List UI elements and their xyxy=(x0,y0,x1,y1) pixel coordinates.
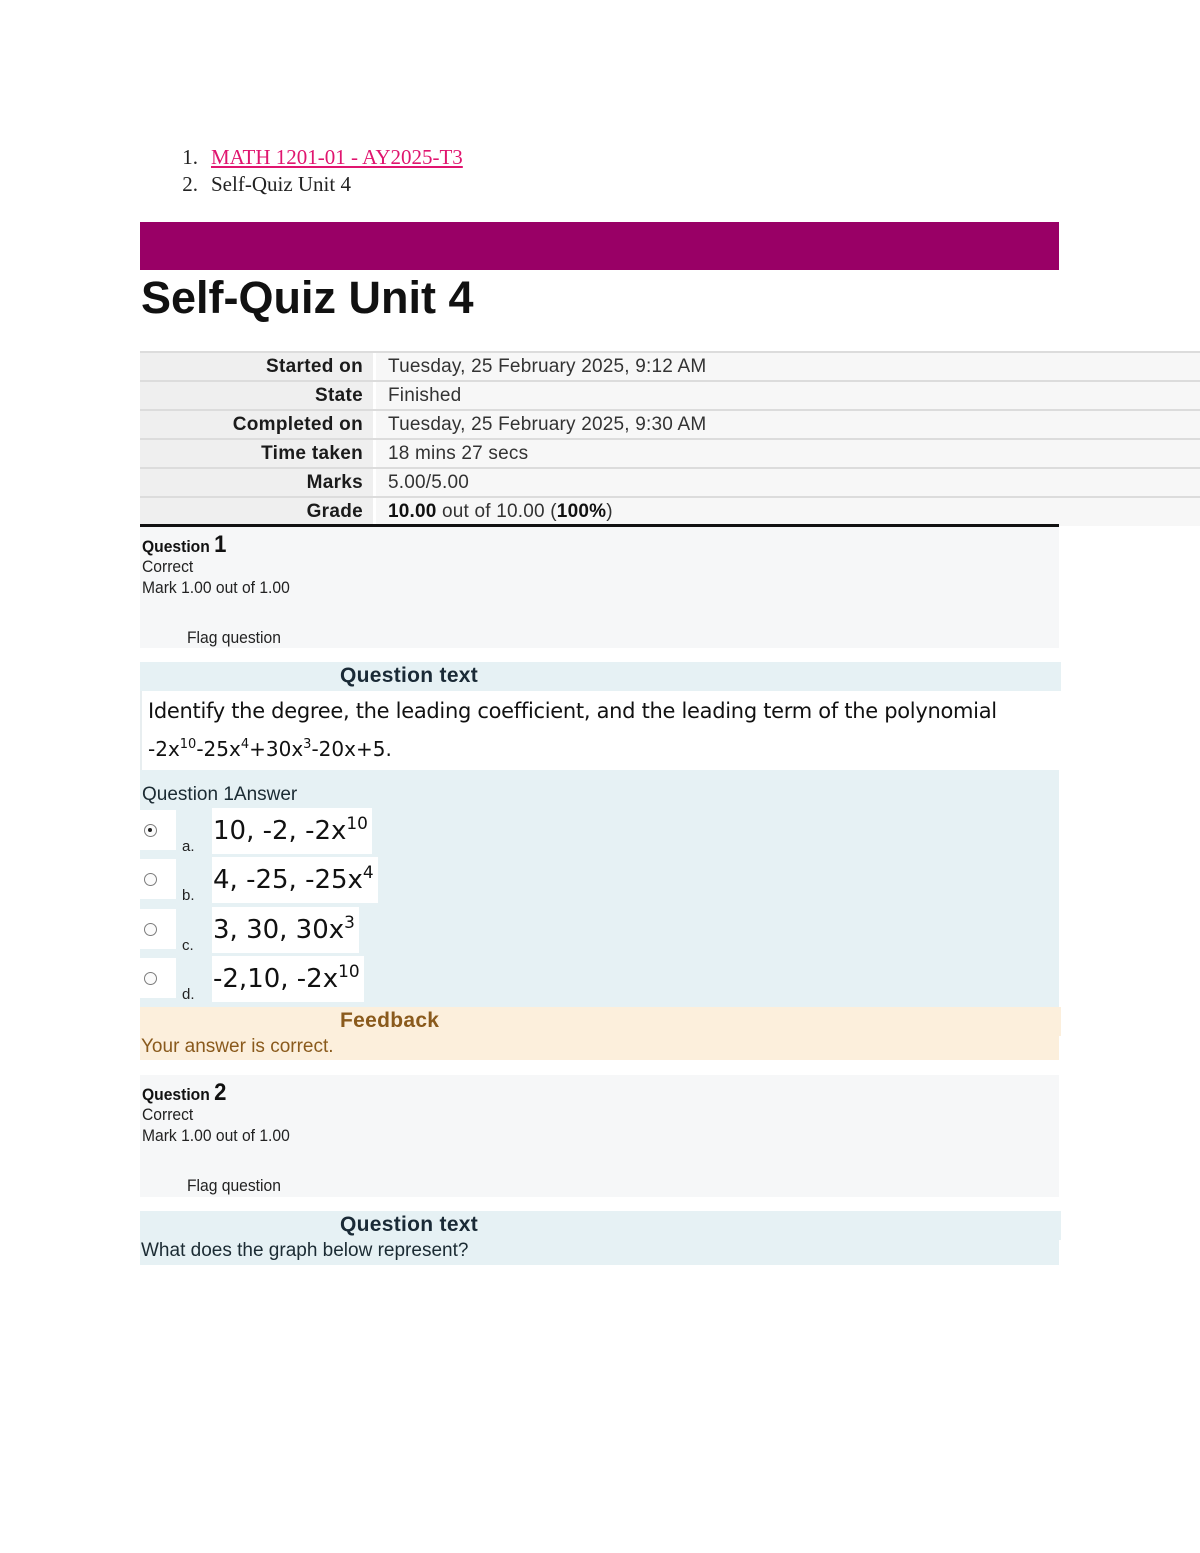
flag-question-button[interactable]: Flag question xyxy=(187,1176,281,1195)
summary-row-time xyxy=(140,438,1200,468)
question-1-info xyxy=(140,527,1059,648)
feedback-message: Your answer is correct. xyxy=(140,1036,1059,1060)
question-1-answers xyxy=(140,770,1059,1007)
answer-value: 3, 30, $30x^3$ xyxy=(212,907,359,953)
summary-row-state xyxy=(140,380,1200,410)
question-mark: Mark 1.00 out of 1.00 xyxy=(142,578,290,597)
question-1-prompt xyxy=(140,691,1061,770)
page-title: Self-Quiz Unit 4 xyxy=(141,272,474,323)
summary-value: 18 mins 27 secs xyxy=(388,443,529,464)
answer-value: 10, -2, $-2x^{10}$ xyxy=(212,808,372,854)
summary-row-grade xyxy=(140,496,1200,526)
summary-label: Grade xyxy=(306,501,363,522)
summary-value: Tuesday, 25 February 2025, 9:12 AM xyxy=(388,356,707,377)
radio-button-selected[interactable] xyxy=(140,810,176,850)
flag-question-button[interactable]: Flag question xyxy=(187,628,281,647)
answer-option-d[interactable]: d. -2,10, $-2x^{10}$ xyxy=(140,958,400,1006)
grade-value: 10.00 out of 10.00 (100%) xyxy=(388,501,613,522)
answer-label: Question 1Answer xyxy=(142,784,298,805)
header-banner xyxy=(140,222,1059,270)
answer-value: 4, -25, $-25x^4$ xyxy=(212,857,378,903)
course-link[interactable]: MATH 1201-01 - AY2025-T3 xyxy=(211,145,463,169)
answer-option-c[interactable]: c. 3, 30, $30x^3$ xyxy=(140,909,400,957)
summary-label: Marks xyxy=(306,472,363,493)
question-status: Correct xyxy=(142,1105,194,1124)
question-text-heading: Question text xyxy=(140,1211,1061,1240)
question-mark: Mark 1.00 out of 1.00 xyxy=(142,1126,290,1145)
feedback-heading: Feedback xyxy=(140,1007,1061,1036)
radio-button[interactable] xyxy=(140,958,176,998)
question-prompt-text: Identify the degree, the leading coefficient, and the leading term of the polynomial xyxy=(148,699,997,723)
summary-row-marks xyxy=(140,467,1200,497)
question-2-info xyxy=(140,1075,1059,1197)
answer-value: -2,10, $-2x^{10}$ xyxy=(212,956,364,1002)
question-2-prompt: What does the graph below represent? xyxy=(140,1240,1059,1265)
summary-label: Completed on xyxy=(232,414,363,435)
summary-row-started xyxy=(140,351,1200,381)
breadcrumb-item-course: 1. MATH 1201-01 - AY2025-T3 xyxy=(182,145,463,169)
radio-button[interactable] xyxy=(140,909,176,949)
summary-label: Time taken xyxy=(261,443,363,464)
summary-row-completed xyxy=(140,409,1200,439)
summary-value: Finished xyxy=(388,385,462,406)
summary-label: State xyxy=(315,385,363,406)
polynomial-expression: $-2x^{10}-25x^4+30x^3-20x+5$. xyxy=(148,737,392,761)
summary-value: Tuesday, 25 February 2025, 9:30 AM xyxy=(388,414,707,435)
answer-option-a[interactable]: a. 10, -2, $-2x^{10}$ xyxy=(140,810,400,858)
question-text-heading: Question text xyxy=(140,662,1061,691)
question-number: Question 1 xyxy=(142,531,227,558)
summary-label: Started on xyxy=(266,356,363,377)
question-number: Question 2 xyxy=(142,1079,227,1106)
radio-button[interactable] xyxy=(140,859,176,899)
question-status: Correct xyxy=(142,557,194,576)
breadcrumb-item-quiz: 2. Self-Quiz Unit 4 xyxy=(182,172,351,196)
summary-value: 5.00/5.00 xyxy=(388,472,470,493)
answer-option-b[interactable]: b. 4, -25, $-25x^4$ xyxy=(140,859,400,907)
